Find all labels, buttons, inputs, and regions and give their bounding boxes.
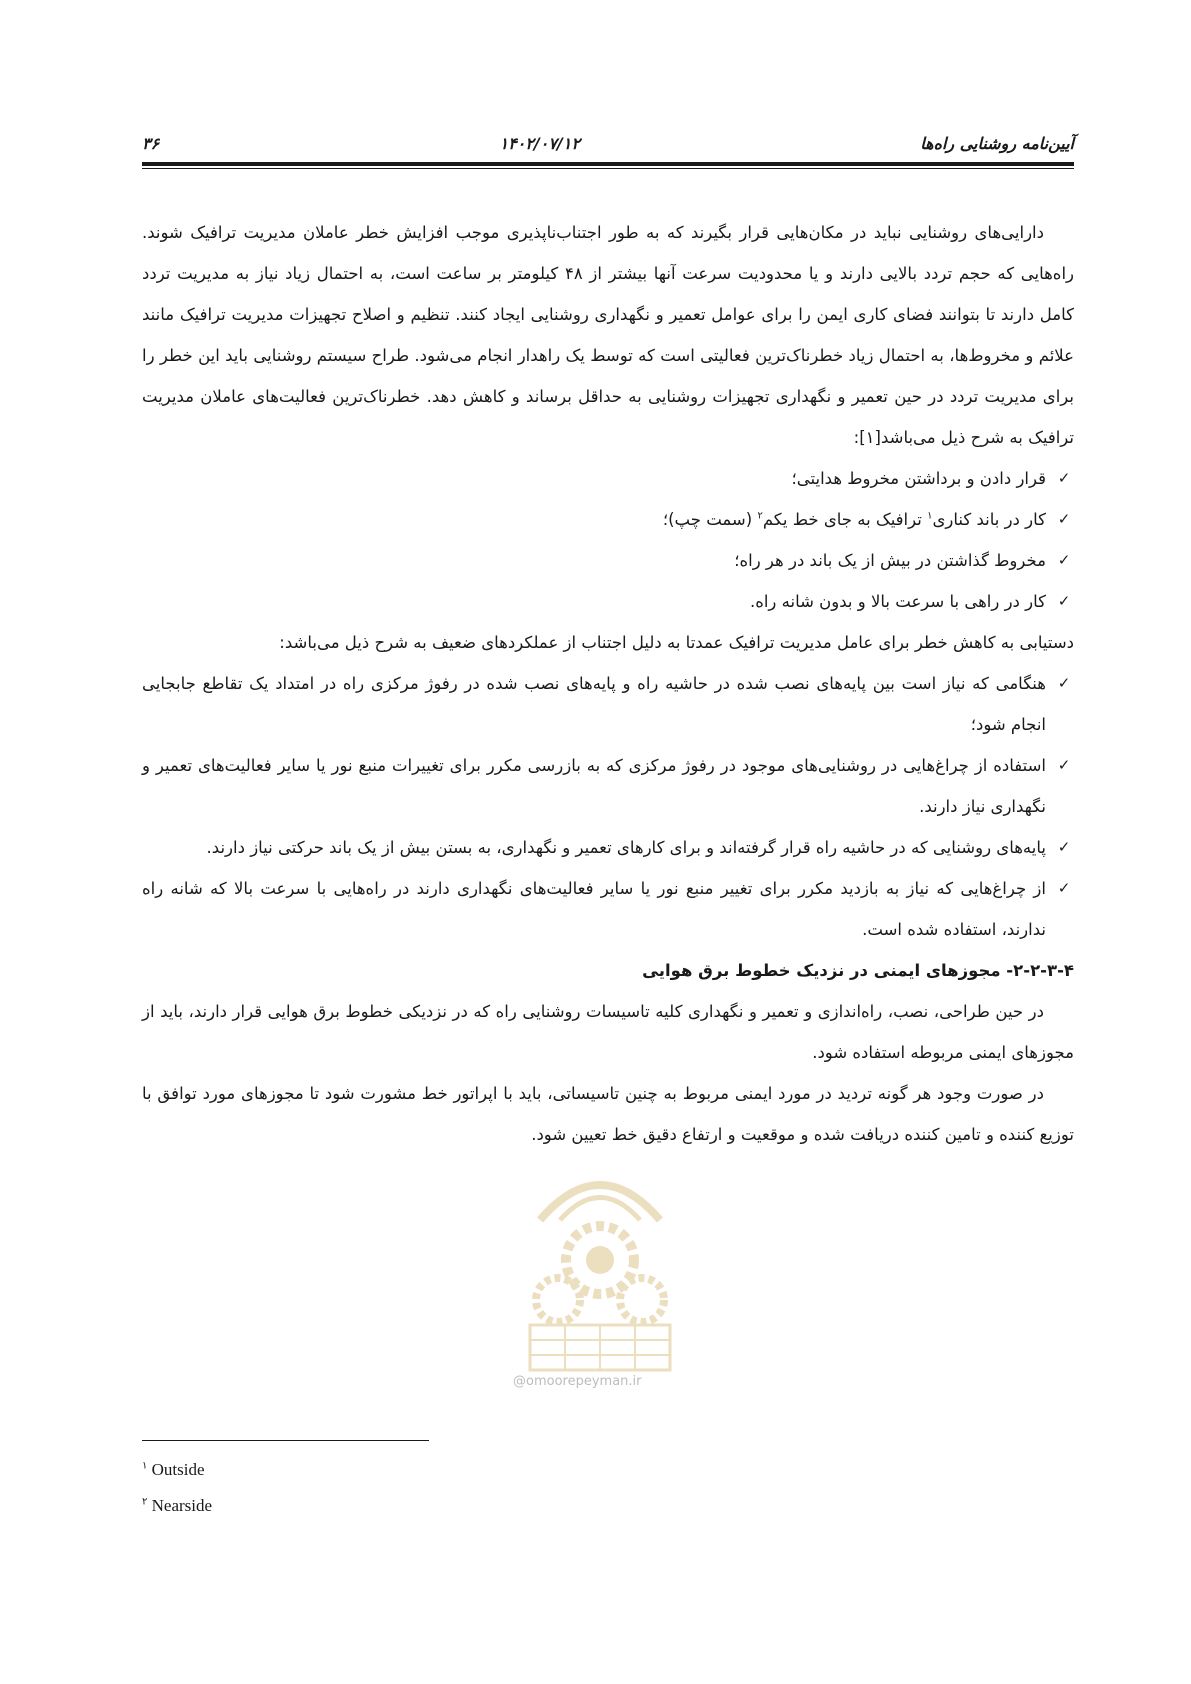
header-date: ۱۴۰۲/۰۷/۱۲ bbox=[499, 133, 580, 153]
list-item: ✓ از چراغ‌هایی که نیاز به بازدید مکرر برای تغییر منبع نور یا سایر فعالیت‌های نگهداری دارند در راه‌هایی با سرعت بالا که شانه راه ندارند، استفاده شده است. bbox=[142, 868, 1046, 950]
footnote-ref: ۲ bbox=[757, 510, 763, 522]
checkmark-icon: ✓ bbox=[1057, 838, 1071, 856]
section-heading: ۲-۲-۳-۴- مجوزهای ایمنی در نزدیک خطوط برق هوایی bbox=[642, 961, 1074, 980]
footnote: $^۱$ Outside bbox=[142, 1460, 205, 1479]
list-item: ✓ کار در باند کناری$^۱$ ترافیک به جای خط یکم$^۲$ (سمت چپ)؛ bbox=[142, 499, 1046, 540]
checkmark-icon: ✓ bbox=[1057, 510, 1071, 528]
hazard-list bbox=[142, 458, 1074, 622]
checkmark-icon: ✓ bbox=[1057, 469, 1071, 487]
list-item: ✓ هنگامی که نیاز است بین پایه‌های نصب شده در حاشیه راه و پایه‌های نصب شده در رفوژ مرکزی راه در امتداد یک تقاطع جابجایی انجام شود؛ bbox=[142, 663, 1046, 745]
checkmark-icon: ✓ bbox=[1057, 674, 1071, 692]
watermark-logo bbox=[500, 1150, 700, 1390]
footnote-ref: ۱ bbox=[927, 510, 933, 522]
footnote: $^۲$ Nearside bbox=[142, 1496, 213, 1515]
list-item: ✓ مخروط گذاشتن در بیش از یک باند در هر راه؛ bbox=[142, 540, 1046, 581]
footnote-separator bbox=[142, 1440, 429, 1441]
paragraph: دارایی‌های روشنایی نباید در مکان‌هایی قرار بگیرند که به طور اجتناب‌ناپذیری موجب افزایش خطر عاملان مدیریت ترافیک شوند. راه‌هایی که حجم تردد بالایی دارند و یا محدودیت سرعت آنها بیشتر از ۴۸ کیلومتر بر ساعت است، به احتمال زیاد نیاز به مدیریت تردد کامل دارند تا بتوانند فضای کاری ایمن را برای عوامل تعمیر و نگهداری روشنایی ایجاد کنند. تنظیم و اصلاح تجهیزات مدیریت ترافیک مانند علائم و مخروط‌ها، به احتمال زیاد خطرناک‌ترین فعالیتی است که توسط یک راهدار انجام می‌شود. طراح سیستم روشنایی باید این خطر را برای مدیریت تردد در حین تعمیر و نگهداری تجهیزات روشنایی به حداقل برساند و کاهش دهد. خطرناک‌ترین فعالیت‌های عاملان مدیریت ترافیک به شرح ذیل می‌باشد[۱]: bbox=[142, 223, 1075, 447]
page-body bbox=[142, 212, 1074, 1155]
page-header bbox=[142, 128, 1074, 158]
checkmark-icon: ✓ bbox=[1057, 551, 1071, 569]
document-title: آیین‌نامه روشنایی راه‌ها bbox=[920, 133, 1074, 153]
list-item: ✓ قرار دادن و برداشتن مخروط هدایتی؛ bbox=[142, 458, 1046, 499]
paragraph: در حین طراحی، نصب، راه‌اندازی و تعمیر و نگهداری کلیه تاسیسات روشنایی راه که در نزدیکی خطوط برق هوایی قرار دارند، باید از مجوزهای ایمنی مربوطه استفاده شود. bbox=[142, 1002, 1074, 1062]
footnotes bbox=[142, 1452, 212, 1524]
checkmark-icon: ✓ bbox=[1057, 592, 1071, 610]
header-thin-rule bbox=[142, 168, 1074, 169]
paragraph: دستیابی به کاهش خطر برای عامل مدیریت ترافیک عمدتا به دلیل اجتناب از عملکردهای ضعیف به شرح ذیل می‌باشد: bbox=[279, 633, 1074, 652]
watermark-url: @omoorepeyman.ir bbox=[513, 1374, 642, 1389]
checkmark-icon: ✓ bbox=[1057, 879, 1071, 897]
header-thick-rule bbox=[142, 162, 1074, 166]
list-item: ✓ کار در راهی با سرعت بالا و بدون شانه راه. bbox=[142, 581, 1046, 622]
paragraph: در صورت وجود هر گونه تردید در مورد ایمنی مربوط به چنین تاسیساتی، باید با اپراتور خط مشورت شود تا مجوزهای مورد توافق با توزیع کننده و تامین کننده دریافت شده و موقعیت و ارتفاع دقیق خط تعیین شود. bbox=[142, 1084, 1074, 1144]
list-item: ✓ پایه‌های روشنایی که در حاشیه راه قرار گرفته‌اند و برای کارهای تعمیر و نگهداری، به بستن بیش از یک باند حرکتی نیاز دارند. bbox=[142, 827, 1046, 868]
page-number: ۳۶ bbox=[142, 133, 160, 153]
checkmark-icon: ✓ bbox=[1057, 756, 1071, 774]
risk-reduction-list bbox=[142, 663, 1074, 950]
list-item: ✓ استفاده از چراغ‌هایی در روشنایی‌های موجود در رفوژ مرکزی که به بازرسی مکرر برای تغییرات منبع نور یا سایر فعالیت‌های تعمیر و نگهداری نیاز دارند. bbox=[142, 745, 1046, 827]
